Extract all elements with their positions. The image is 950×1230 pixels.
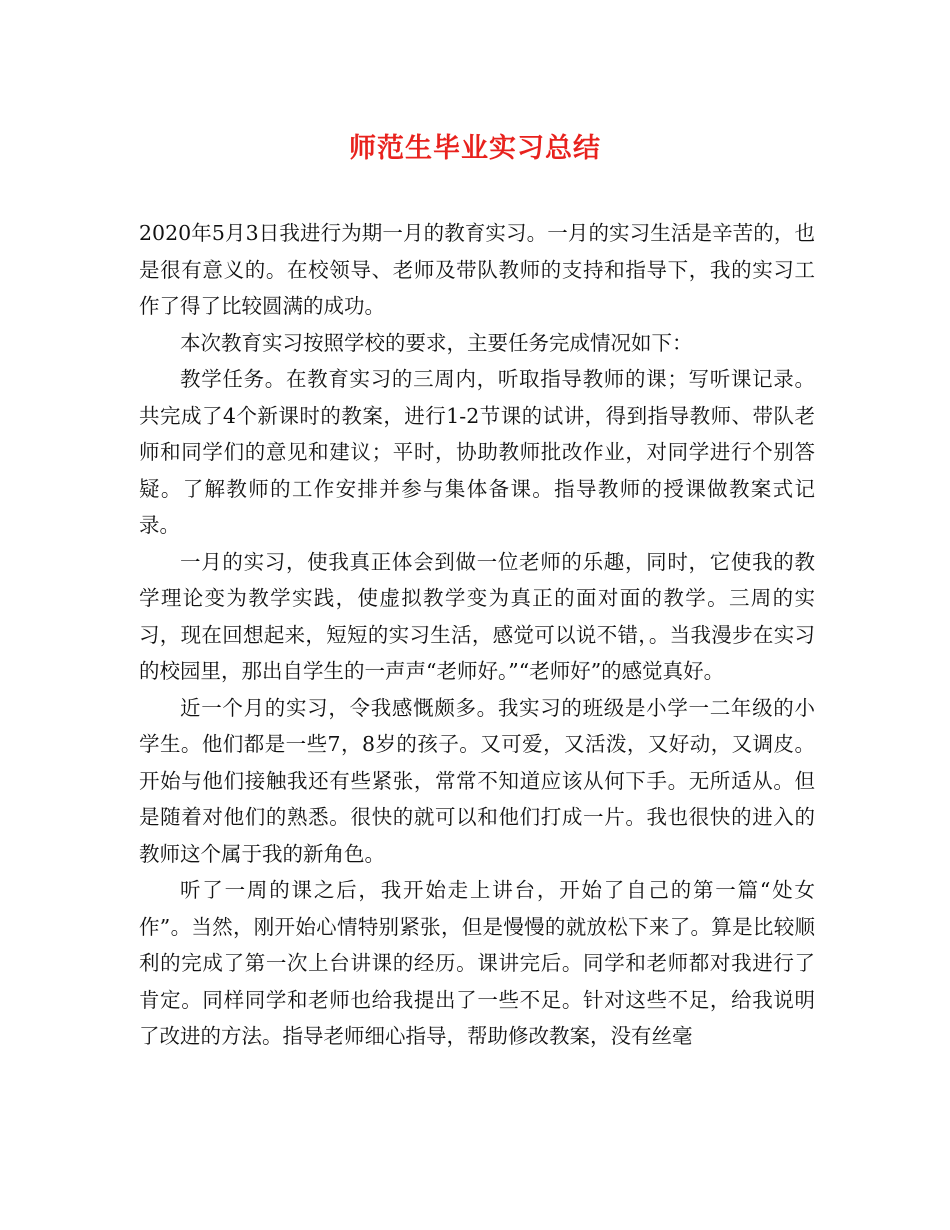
paragraph-intro: 2020年5月3日我进行为期一月的教育实习。一月的实习生活是辛苦的，也是很有意义的。在校领导、老师及带队教师的支持和指导下，我的实习工作了得了比较圆满的成功。 xyxy=(139,221,815,318)
paragraph-class-students: 近一个月的实习，令我感慨颇多。我实习的班级是小学一二年级的小学生。他们都是一些7，8岁的孩子。又可爱，又活泼，又好动，又调皮。开始与他们接触我还有些紧张，常常不知道应该从何下手。无所适从。但是随着对他们的熟悉。很快的就可以和他们打成一片。我也很快的进入的教师这个属于我的新角色。 xyxy=(139,695,815,866)
paragraph-first-lesson: 听了一周的课之后，我开始走上讲台，开始了自己的第一篇“处女作”。当然，刚开始心情特别紧张，但是慢慢的就放松下来了。算是比较顺利的完成了第一次上台讲课的经历。课讲完后。同学和老师都对我进行了肯定。同样同学和老师也给我提出了一些不足。针对这些不足，给我说明了改进的方法。指导老师细心指导，帮助修改教案，没有丝毫 xyxy=(139,878,815,1048)
paragraph-experience: 一月的实习，使我真正体会到做一位老师的乐趣，同时，它使我的教学理论变为教学实践，使虚拟教学变为真正的面对面的教学。三周的实习，现在回想起来，短短的实习生活，感觉可以说不错，。当我漫步在实习的校园里，那出自学生的一声声“老师好。”“老师好”的感觉真好。 xyxy=(139,549,815,683)
document-title: 师范生毕业实习总结 xyxy=(349,133,601,164)
document-body xyxy=(139,215,815,1055)
paragraph-tasks-overview: 本次教育实习按照学校的要求，主要任务完成情况如下： xyxy=(180,330,693,355)
paragraph-teaching-tasks: 教学任务。在教育实习的三周内，听取指导教师的课；写听课记录。共完成了4个新课时的教案，进行1-2节课的试讲，得到指导教师、带队老师和同学们的意见和建议；平时，协助教师批改作业，对同学进行个别答疑。了解教师的工作安排并参与集体备课。指导教师的授课做教案式记录。 xyxy=(139,367,815,537)
